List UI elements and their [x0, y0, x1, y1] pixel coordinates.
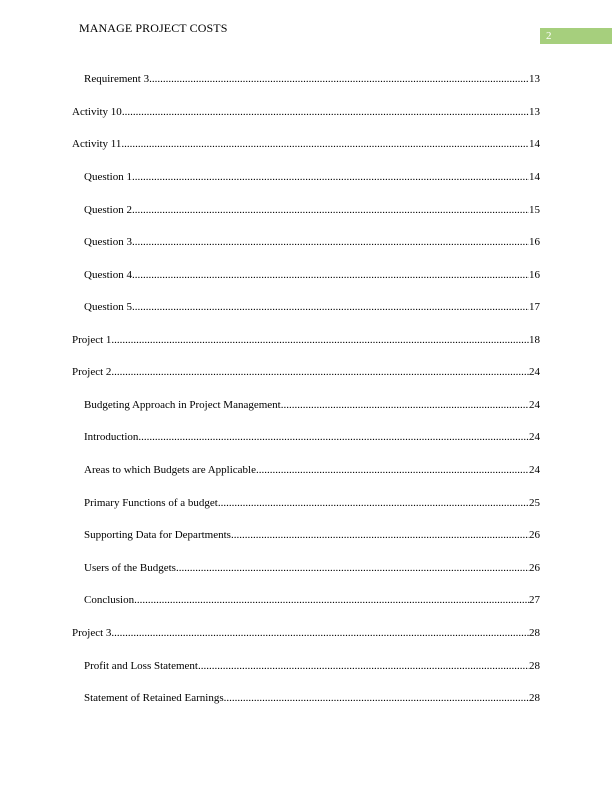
- toc-dot-leader: [149, 72, 529, 86]
- toc-dot-leader: [132, 268, 529, 282]
- toc-dot-leader: [111, 365, 529, 379]
- toc-dot-leader: [138, 430, 529, 444]
- toc-entry-page: 15: [529, 204, 540, 216]
- toc-entry[interactable]: [84, 496, 540, 510]
- toc-entry-label: Supporting Data for Departments: [84, 529, 231, 541]
- toc-dot-leader: [198, 659, 529, 673]
- toc-entry[interactable]: [84, 463, 540, 477]
- toc-entry-label: Activity 10: [72, 106, 122, 118]
- toc-entry-label: Primary Functions of a budget: [84, 497, 218, 509]
- toc-entry[interactable]: [84, 593, 540, 607]
- toc-entry-page: 16: [529, 236, 540, 248]
- toc-entry-page: 18: [529, 334, 540, 346]
- toc-entry-label: Project 3: [72, 627, 112, 639]
- toc-entry-page: 28: [529, 692, 540, 704]
- toc-dot-leader: [231, 528, 529, 542]
- toc-entry-page: 17: [529, 301, 540, 313]
- toc-entry-label: Profit and Loss Statement: [84, 660, 198, 672]
- toc-entry-label: Project 1: [72, 334, 112, 346]
- toc-entry-page: 24: [529, 431, 540, 443]
- toc-dot-leader: [176, 561, 529, 575]
- toc-entry[interactable]: [84, 691, 540, 705]
- toc-entry-page: 13: [529, 106, 540, 118]
- toc-entry[interactable]: [72, 105, 540, 119]
- toc-dot-leader: [256, 463, 529, 477]
- toc-entry[interactable]: [84, 561, 540, 575]
- toc-entry-label: Activity 11: [72, 138, 122, 150]
- toc-entry-label: Requirement 3: [84, 73, 150, 85]
- toc-entry[interactable]: [84, 430, 540, 444]
- toc-entry[interactable]: [72, 333, 540, 347]
- toc-entry-page: 28: [529, 660, 540, 672]
- toc-dot-leader: [224, 691, 529, 705]
- toc-entry[interactable]: [84, 528, 540, 542]
- toc-entry-label: Question 2: [84, 204, 132, 216]
- toc-entry[interactable]: [84, 235, 540, 249]
- toc-entry[interactable]: [84, 398, 540, 412]
- toc-entry[interactable]: [84, 203, 540, 217]
- page-number-badge: 2: [540, 28, 612, 44]
- running-header-title: MANAGE PROJECT COSTS: [79, 21, 228, 35]
- toc-entry-label: Question 4: [84, 269, 132, 281]
- toc-entry-page: 28: [529, 627, 540, 639]
- toc-entry[interactable]: [72, 626, 540, 640]
- toc-entry-page: 24: [529, 464, 540, 476]
- toc-dot-leader: [218, 496, 529, 510]
- toc-dot-leader: [132, 235, 529, 249]
- toc-entry-page: 25: [529, 497, 540, 509]
- toc-entry-label: Introduction: [84, 431, 139, 443]
- toc-entry-label: Budgeting Approach in Project Management: [84, 399, 281, 411]
- toc-dot-leader: [134, 593, 529, 607]
- toc-entry-page: 26: [529, 529, 540, 541]
- toc-dot-leader: [132, 203, 529, 217]
- toc-dot-leader: [122, 105, 529, 119]
- toc-dot-leader: [111, 333, 529, 347]
- toc-entry-label: Statement of Retained Earnings: [84, 692, 224, 704]
- toc-entry[interactable]: [84, 72, 540, 86]
- toc-entry-label: Question 1: [84, 171, 132, 183]
- toc-entry-label: Users of the Budgets: [84, 562, 176, 574]
- toc-entry-page: 14: [529, 138, 540, 150]
- toc-dot-leader: [111, 626, 529, 640]
- toc-entry[interactable]: [84, 170, 540, 184]
- toc-entry[interactable]: [84, 300, 540, 314]
- toc-entry-label: Areas to which Budgets are Applicable: [84, 464, 256, 476]
- toc-entry[interactable]: [84, 268, 540, 282]
- toc-dot-leader: [281, 398, 529, 412]
- toc-entry[interactable]: [72, 137, 540, 151]
- toc-entry[interactable]: [84, 659, 540, 673]
- toc-dot-leader: [132, 170, 529, 184]
- toc-entry-page: 27: [529, 594, 540, 606]
- toc-dot-leader: [132, 300, 529, 314]
- toc-entry-label: Question 3: [84, 236, 132, 248]
- toc-entry[interactable]: [72, 365, 540, 379]
- toc-entry-page: 14: [529, 171, 540, 183]
- toc-entry-page: 24: [529, 366, 540, 378]
- toc-dot-leader: [121, 137, 529, 151]
- toc-entry-page: 26: [529, 562, 540, 574]
- toc-entry-label: Project 2: [72, 366, 112, 378]
- toc-entry-page: 24: [529, 399, 540, 411]
- toc-entry-label: Conclusion: [84, 594, 135, 606]
- toc-entry-page: 16: [529, 269, 540, 281]
- toc-entry-label: Question 5: [84, 301, 132, 313]
- toc-entry-page: 13: [529, 73, 540, 85]
